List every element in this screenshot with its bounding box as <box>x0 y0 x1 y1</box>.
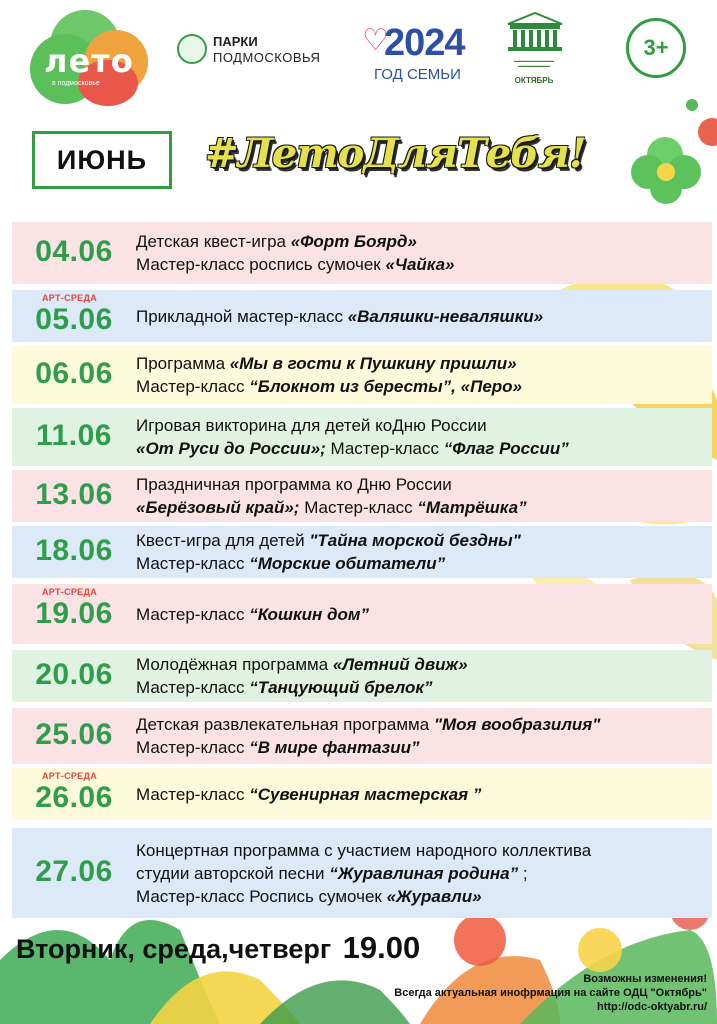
event-line <box>136 736 600 759</box>
event-line <box>136 783 481 806</box>
event-row <box>12 768 712 820</box>
event-text: Мастер-класс <box>136 554 250 573</box>
event-line <box>136 230 455 253</box>
event-title: «Форт Боярд» <box>290 232 417 251</box>
event-date: 26.06 <box>35 781 113 814</box>
event-text: Молодёжная программа <box>136 655 333 674</box>
note-site: Всегда актуальная инофрмация на сайте ОДЦ "Октябрь" <box>394 987 707 999</box>
event-text: Мастер-класс <box>136 605 250 624</box>
event-date: 27.06 <box>35 855 113 888</box>
event-line <box>136 473 527 496</box>
event-text: Мастер-класс роспись сумочек <box>136 255 386 274</box>
year-caption: ГОД СЕМЬИ <box>374 66 461 83</box>
event-text: Мастер-класс <box>136 377 250 396</box>
event-text: Детская квест-игра <box>136 232 291 251</box>
event-line <box>136 839 591 862</box>
event-row <box>12 828 712 918</box>
schedule-line <box>16 930 420 966</box>
event-title: “В мире фантазии” <box>249 738 420 757</box>
event-row <box>12 408 712 466</box>
age-rating-badge: 3+ <box>626 18 686 78</box>
event-description <box>136 713 600 759</box>
oktyabr-logo-name: ОКТЯБРЬ <box>514 76 554 85</box>
month-label: ИЮНЬ <box>32 131 172 189</box>
leaf-icon <box>177 34 207 64</box>
event-description <box>136 230 455 276</box>
year-number: 2024 <box>384 22 465 64</box>
event-description <box>136 414 569 460</box>
event-text: Игровая викторина для детей коДню России <box>136 416 487 435</box>
art-wednesday-badge: АРТ-СРЕДА <box>42 771 97 781</box>
art-wednesday-badge: АРТ-СРЕДА <box>42 293 97 303</box>
event-date: 19.06 <box>35 597 113 630</box>
event-title: «От Руси до России»; <box>136 439 326 458</box>
event-text: Квест-игра для детей <box>136 531 310 550</box>
event-text: ; <box>518 864 528 883</box>
event-text: Мастер-класс <box>136 678 250 697</box>
event-text: студии авторской песни <box>136 864 330 883</box>
event-row <box>12 526 712 578</box>
event-date: 13.06 <box>35 478 113 511</box>
event-line <box>136 352 522 375</box>
oktyabr-logo <box>488 12 580 92</box>
event-line <box>136 862 591 885</box>
leto-logo <box>30 10 150 110</box>
oktyabr-logo-fineprint: ▬▬▬▬▬▬▬▬▬▬ ▬▬▬▬▬▬▬▬ <box>514 58 554 68</box>
event-line <box>136 529 521 552</box>
event-date: 05.06 <box>35 303 113 336</box>
website-link[interactable]: http://odc-oktyabr.ru/ <box>597 1001 707 1013</box>
event-title: “Кошкин дом” <box>249 605 369 624</box>
art-wednesday-badge: АРТ-СРЕДА <box>42 587 97 597</box>
event-title: “Флаг России” <box>443 439 569 458</box>
event-title: “Блокнот из бересты”, «Перо» <box>249 377 522 396</box>
event-text: Мастер-класс <box>136 785 250 804</box>
year-of-family-logo <box>362 20 465 90</box>
hashtag-title: #ЛетоДляТебя! <box>205 129 586 177</box>
event-description <box>136 653 468 699</box>
event-title: “Сувенирная мастерская ” <box>249 785 482 804</box>
event-title: “Морские обитатели” <box>249 554 446 573</box>
event-row <box>12 290 712 342</box>
event-text: Прикладной мастер-класс <box>136 307 348 326</box>
event-title: «Журавли» <box>386 887 482 906</box>
event-text: Детская развлекательная программа <box>136 715 434 734</box>
event-line <box>136 253 455 276</box>
event-title: «Мы в гости к Пушкину пришли» <box>229 354 517 373</box>
event-title: “Танцующий брелок” <box>249 678 433 697</box>
event-line <box>136 305 543 328</box>
event-date: 18.06 <box>35 534 113 567</box>
event-description <box>136 783 481 806</box>
event-description <box>136 305 543 328</box>
event-text: Мастер-класс <box>136 738 250 757</box>
parks-logo-line1: ПАРКИ <box>213 34 258 49</box>
event-title: «Чайка» <box>385 255 455 274</box>
event-description <box>136 352 522 398</box>
event-row <box>12 584 712 644</box>
event-line <box>136 676 468 699</box>
event-date: 04.06 <box>35 235 113 268</box>
event-row <box>12 470 712 522</box>
event-title: "Моя вообразилия" <box>433 715 601 734</box>
event-text: Мастер-класс <box>325 439 444 458</box>
event-line <box>136 653 468 676</box>
event-description <box>136 839 591 908</box>
event-title: «Берёзовый край»; <box>136 498 300 517</box>
note-changes: Возможны изменения! <box>583 973 707 985</box>
event-line <box>136 496 527 519</box>
footer-notes <box>394 972 707 1014</box>
parks-logo <box>177 32 347 68</box>
leto-logo-word: лето <box>44 42 134 80</box>
event-title: "Тайна морской бездны" <box>309 531 521 550</box>
event-line <box>136 375 522 398</box>
event-text: Концертная программа с участием народного коллектива <box>136 841 592 860</box>
event-line <box>136 713 600 736</box>
header <box>0 0 717 110</box>
building-icon <box>506 12 564 52</box>
event-row <box>12 650 712 702</box>
schedule-time: 19.00 <box>342 930 421 965</box>
event-line <box>136 603 369 626</box>
event-row <box>12 708 712 764</box>
event-title: “Журавлиная родина” <box>329 864 519 883</box>
event-text: Мастер-класс <box>299 498 418 517</box>
heart-icon: ♡ <box>362 24 389 57</box>
event-line <box>136 414 569 437</box>
event-text: Праздничная программа ко Дню России <box>136 475 452 494</box>
event-title: “Матрёшка” <box>417 498 527 517</box>
event-row <box>12 222 712 284</box>
event-line <box>136 437 569 460</box>
event-text: Программа <box>136 354 230 373</box>
event-title: «Валяшки-неваляшки» <box>347 307 544 326</box>
event-date: 11.06 <box>36 419 112 452</box>
event-date: 20.06 <box>35 658 113 691</box>
parks-logo-line2: ПОДМОСКОВЬЯ <box>213 50 321 65</box>
event-date: 06.06 <box>35 357 113 390</box>
event-line <box>136 885 591 908</box>
event-date: 25.06 <box>35 718 113 751</box>
event-title: «Летний движ» <box>332 655 468 674</box>
event-description <box>136 603 369 626</box>
leto-logo-sub: в подмосковье <box>52 80 100 87</box>
event-description <box>136 473 527 519</box>
schedule-days: Вторник, среда,четверг <box>16 934 332 964</box>
event-row <box>12 346 712 404</box>
event-text: Мастер-класс Роспись сумочек <box>136 887 387 906</box>
event-description <box>136 529 521 575</box>
event-line <box>136 552 521 575</box>
